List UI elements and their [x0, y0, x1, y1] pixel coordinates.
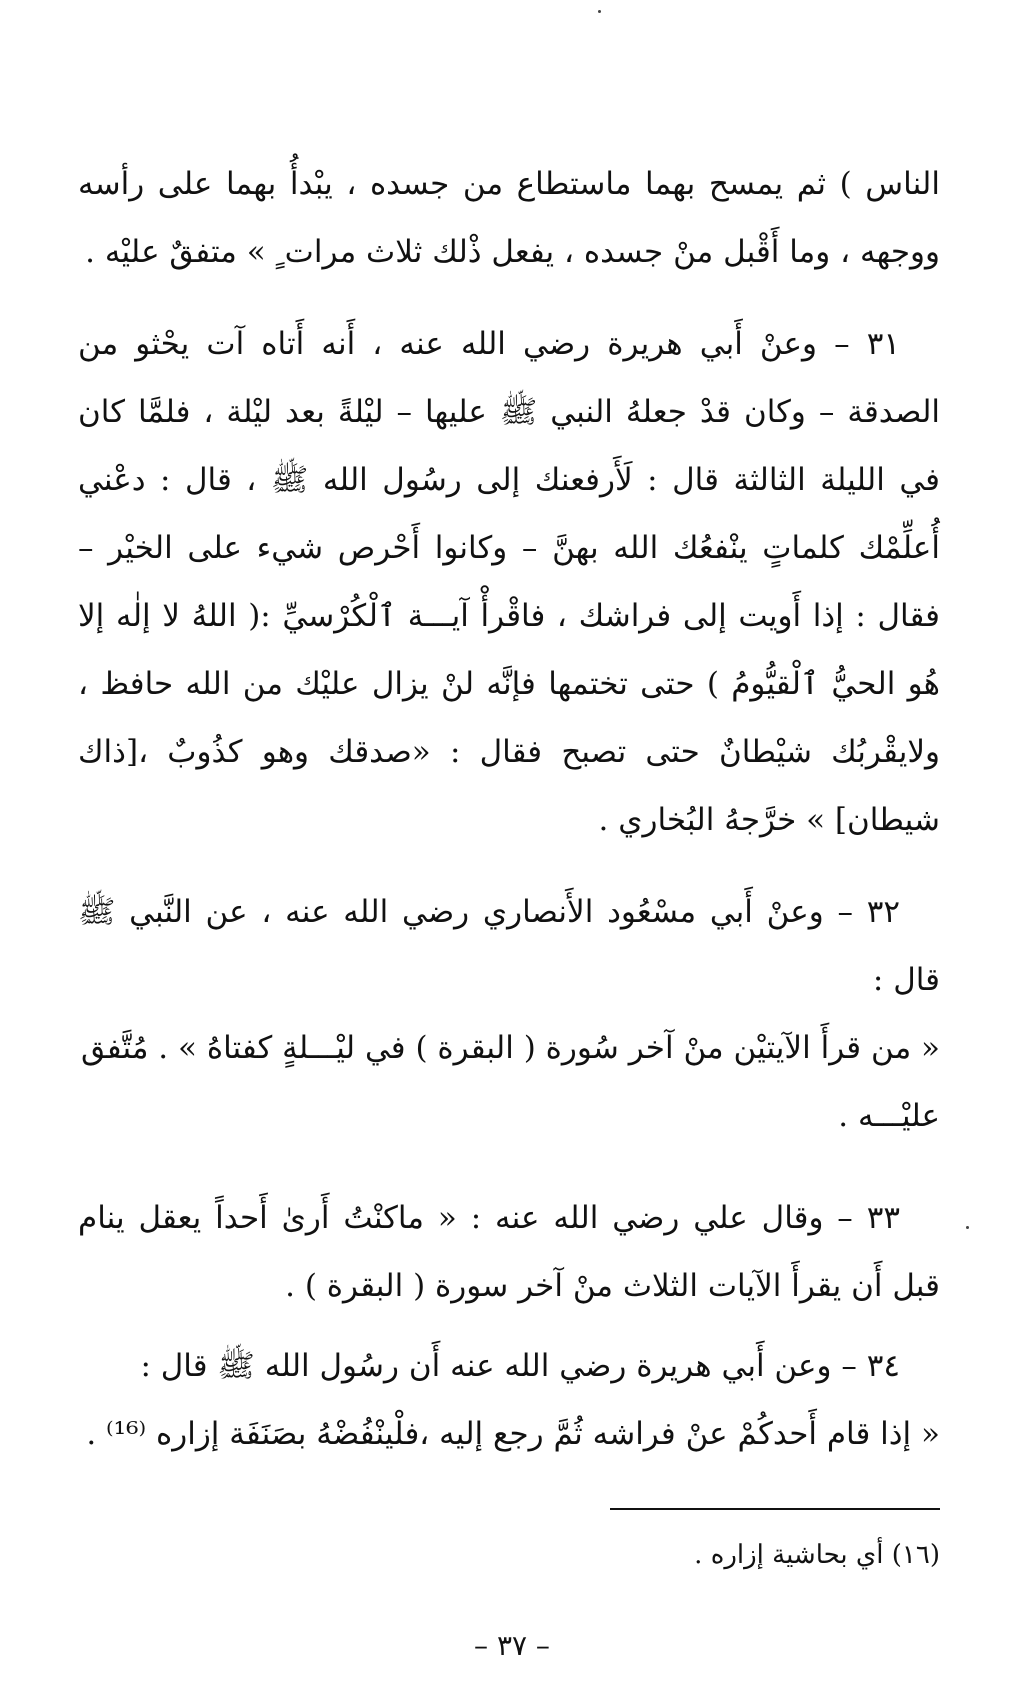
- footnote-divider: [610, 1508, 940, 1510]
- footnote: (١٦) أي بحاشية إزاره .: [694, 1540, 940, 1570]
- hadith-32-paragraph: ٣٢ – وعنْ أَبي مسْعُود الأَنصاري رضي الله عنه ، عن النَّبي ﷺ قال :: [78, 894, 940, 998]
- body-text: [78, 150, 940, 1468]
- hadith-33-paragraph: ٣٣ – وقال علي رضي الله عنه : « ماكنْتُ أَرىٰ أَحداً يعقل ينام قبل أَن يقرأَ الآيات الثلاث منْ آخر سورة ( البقرة ) .: [78, 1200, 940, 1304]
- hadith-31-paragraph: ٣١ – وعنْ أَبي هريرة رضي الله عنه ، أَنه أَتاه آت يحْثو من الصدقة – وكان قدْ جعلهُ النبي ﷺ عليها – ليْلةً بعد ليْلة ، فلمَّا كان في الليلة الثالثة قال : لَأَرفعنك إلى رسُول الله ﷺ ، قال : دعْني أُعلِّمْك كلماتٍ ينْفعُك الله بهنَّ – وكانوا أَحْرص شيء على الخيْر – فقال : إذا أَويت إلى فراشك ، فاقْرأْ آيـــة ٱلْكُرْسيِّ :( اللهُ لا إلٰه إلا هُو الحيُّ ٱلْقيُّومُ ) حتى تختمها فإنَّه لنْ يزال عليْك من الله حافظ ، ولايقْربُك شيْطانٌ حتى تصبح فقال : «صدقك وهو كذُوبٌ ،[ذاك شيطان] » خرَّجهُ البُخاري .: [78, 326, 940, 838]
- scan-speck: [966, 1226, 969, 1229]
- paragraph-continuation: الناس ) ثم يمسح بهما ماستطاع من جسده ، يبْدأُ بهما على رأسه ووجهه ، وما أَقْبل منْ جسده ، يفعل ذْلك ثلاث مرات ٍ » متفقٌ عليْه .: [78, 166, 940, 270]
- hadith-34-quote: « إذا قام أَحدكُمْ عنْ فراشه ثُمَّ رجع إليه ،فلْينْفُضْهُ بصَنَفَة إزاره ⁽¹⁶⁾ .: [86, 1416, 940, 1452]
- page-number: – ٣٧ –: [474, 1629, 550, 1662]
- hadith-32-quote: « من قرأَ الآيتيْن منْ آخر سُورة ( البقرة ) في ليْـــلةٍ كفتاهُ » . مُتَّفق عليْـــه .: [80, 1030, 940, 1134]
- hadith-34-paragraph: ٣٤ – وعن أَبي هريرة رضي الله عنه أَن رسُول الله ﷺ قال :: [140, 1348, 900, 1384]
- scan-speck: [598, 10, 601, 13]
